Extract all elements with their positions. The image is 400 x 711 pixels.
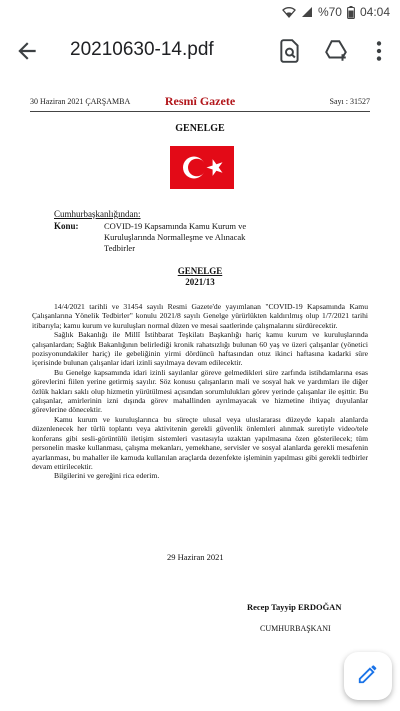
battery-icon	[347, 6, 355, 19]
edit-pencil-icon	[357, 663, 379, 690]
signal-icon	[301, 6, 313, 18]
add-to-drive-icon[interactable]	[323, 38, 349, 64]
search-document-icon[interactable]	[277, 38, 303, 64]
clock: 04:04	[359, 5, 390, 19]
file-title: 20210630-14.pdf	[70, 39, 214, 60]
app-bar	[0, 26, 400, 76]
subject-text: COVID-19 Kapsamında Kamu Kurum ve Kuruluşlarında Normalleşme ve Alınacak Tedbirler	[104, 221, 247, 253]
signer-title: CUMHURBAŞKANI	[260, 624, 331, 633]
header-divider	[30, 111, 370, 112]
paragraph: Bilgilerini ve gereğini rica ederim.	[54, 471, 160, 481]
paragraph: 14/4/2021 tarihli ve 31454 sayılı Resmi Gazete'de yayımlanan "COVID-19 Kapsamında Kamu Çalışanlarına Yönelik Tedbirler" konulu 2021/8 sayılı Genelge yürürlükten kaldırılmış olup 1/7/2021 tarihi itibarıyla; kamu kurum ve kuruluşları normal düzen ve mesai saatlerinde çalışmalarını sürdürecektir.	[32, 302, 368, 330]
section-title: GENELGE	[175, 123, 225, 134]
circular-body	[32, 302, 368, 481]
issue-number: Sayı : 31527	[329, 97, 370, 106]
header-date: 30 Haziran 2021 ÇARŞAMBA	[30, 97, 131, 106]
wifi-icon	[282, 6, 296, 18]
more-vert-icon[interactable]	[366, 38, 392, 64]
status-icons	[282, 5, 390, 19]
signature-date: 29 Haziran 2021	[167, 552, 224, 562]
gazette-name: Resmî Gazete	[164, 94, 236, 108]
back-arrow-icon[interactable]	[14, 38, 40, 64]
pdf-page[interactable]	[22, 86, 378, 706]
edit-button[interactable]	[344, 652, 392, 700]
subject-label: Konu:	[54, 221, 79, 231]
battery-percent: %70	[317, 5, 342, 19]
circular-heading	[22, 266, 378, 287]
paragraph: Sağlık Bakanlığı ile Millî İstihbarat Teşkilatı Başkanlığı hariç kamu kurum ve kuruluşlarında çalışanlardan; Sağlık Bakanlığının belirlediği kronik rahatsızlığı bulunan 60 yaş ve üzeri çalışanlar (yönetici pozisyonundakiler hariç) ile gebeliğinin yirmi dördüncü haftasından otuz ikinci haftasına kadarki süre içerisinde bulunan çalışanlar idari izinli sayılmaya devam edilecektir.	[32, 330, 368, 368]
turkish-flag-icon	[170, 146, 234, 189]
gazette-header	[30, 94, 370, 110]
paragraph: Bu Genelge kapsamında idari izinli sayılanlar göreve gelmedikleri süre zarfında istihdamlarına esas görevlerini fiilen yerine getirmiş sayılır. Söz konusu çalışanların mali ve sosyal hak ve yardımları ile diğer özlük hakları saklı olup hizmetin yürütülmesi açısından sorumlulukları görev yerinde çalışanlar ile eşittir. Bu çalışanlar, amirlerinin izni dışında görev mahallinden ayrılmayacak ve hizmetine ihtiyaç duyulanlar görevlerine dönecektir.	[32, 367, 368, 415]
status-bar	[0, 0, 400, 26]
circular-number: 2021/13	[185, 277, 215, 287]
circular-title: GENELGE	[177, 266, 223, 276]
paragraph: Kamu kurum ve kuruluşlarınca bu süreçte ulusal veya uluslararası düzeyde kapalı alanlarda düzenlenecek her türlü toplantı veya aktivitenin gerekli güvenlik önlemleri alınmak suretiyle video/tele konferans gibi sesli-görüntülü iletişim sistemleri vasıtasıyla uzaktan yapılmasına özen gösterilecek; tüm personelin maske kullanması, çalışma mekanları, yemekhane, servisler ve sosyal alanlarda gerekli mesafenin ayarlanması, bu mahaller ile kamuda kullanılan araçlarda dezenfekte işleminin yapılması gibi gerekli tedbirler devam ettirilecektir.	[32, 414, 368, 471]
signer-name: Recep Tayyip ERDOĞAN	[247, 602, 342, 612]
addressee: Cumhurbaşkanlığından:	[54, 209, 141, 219]
